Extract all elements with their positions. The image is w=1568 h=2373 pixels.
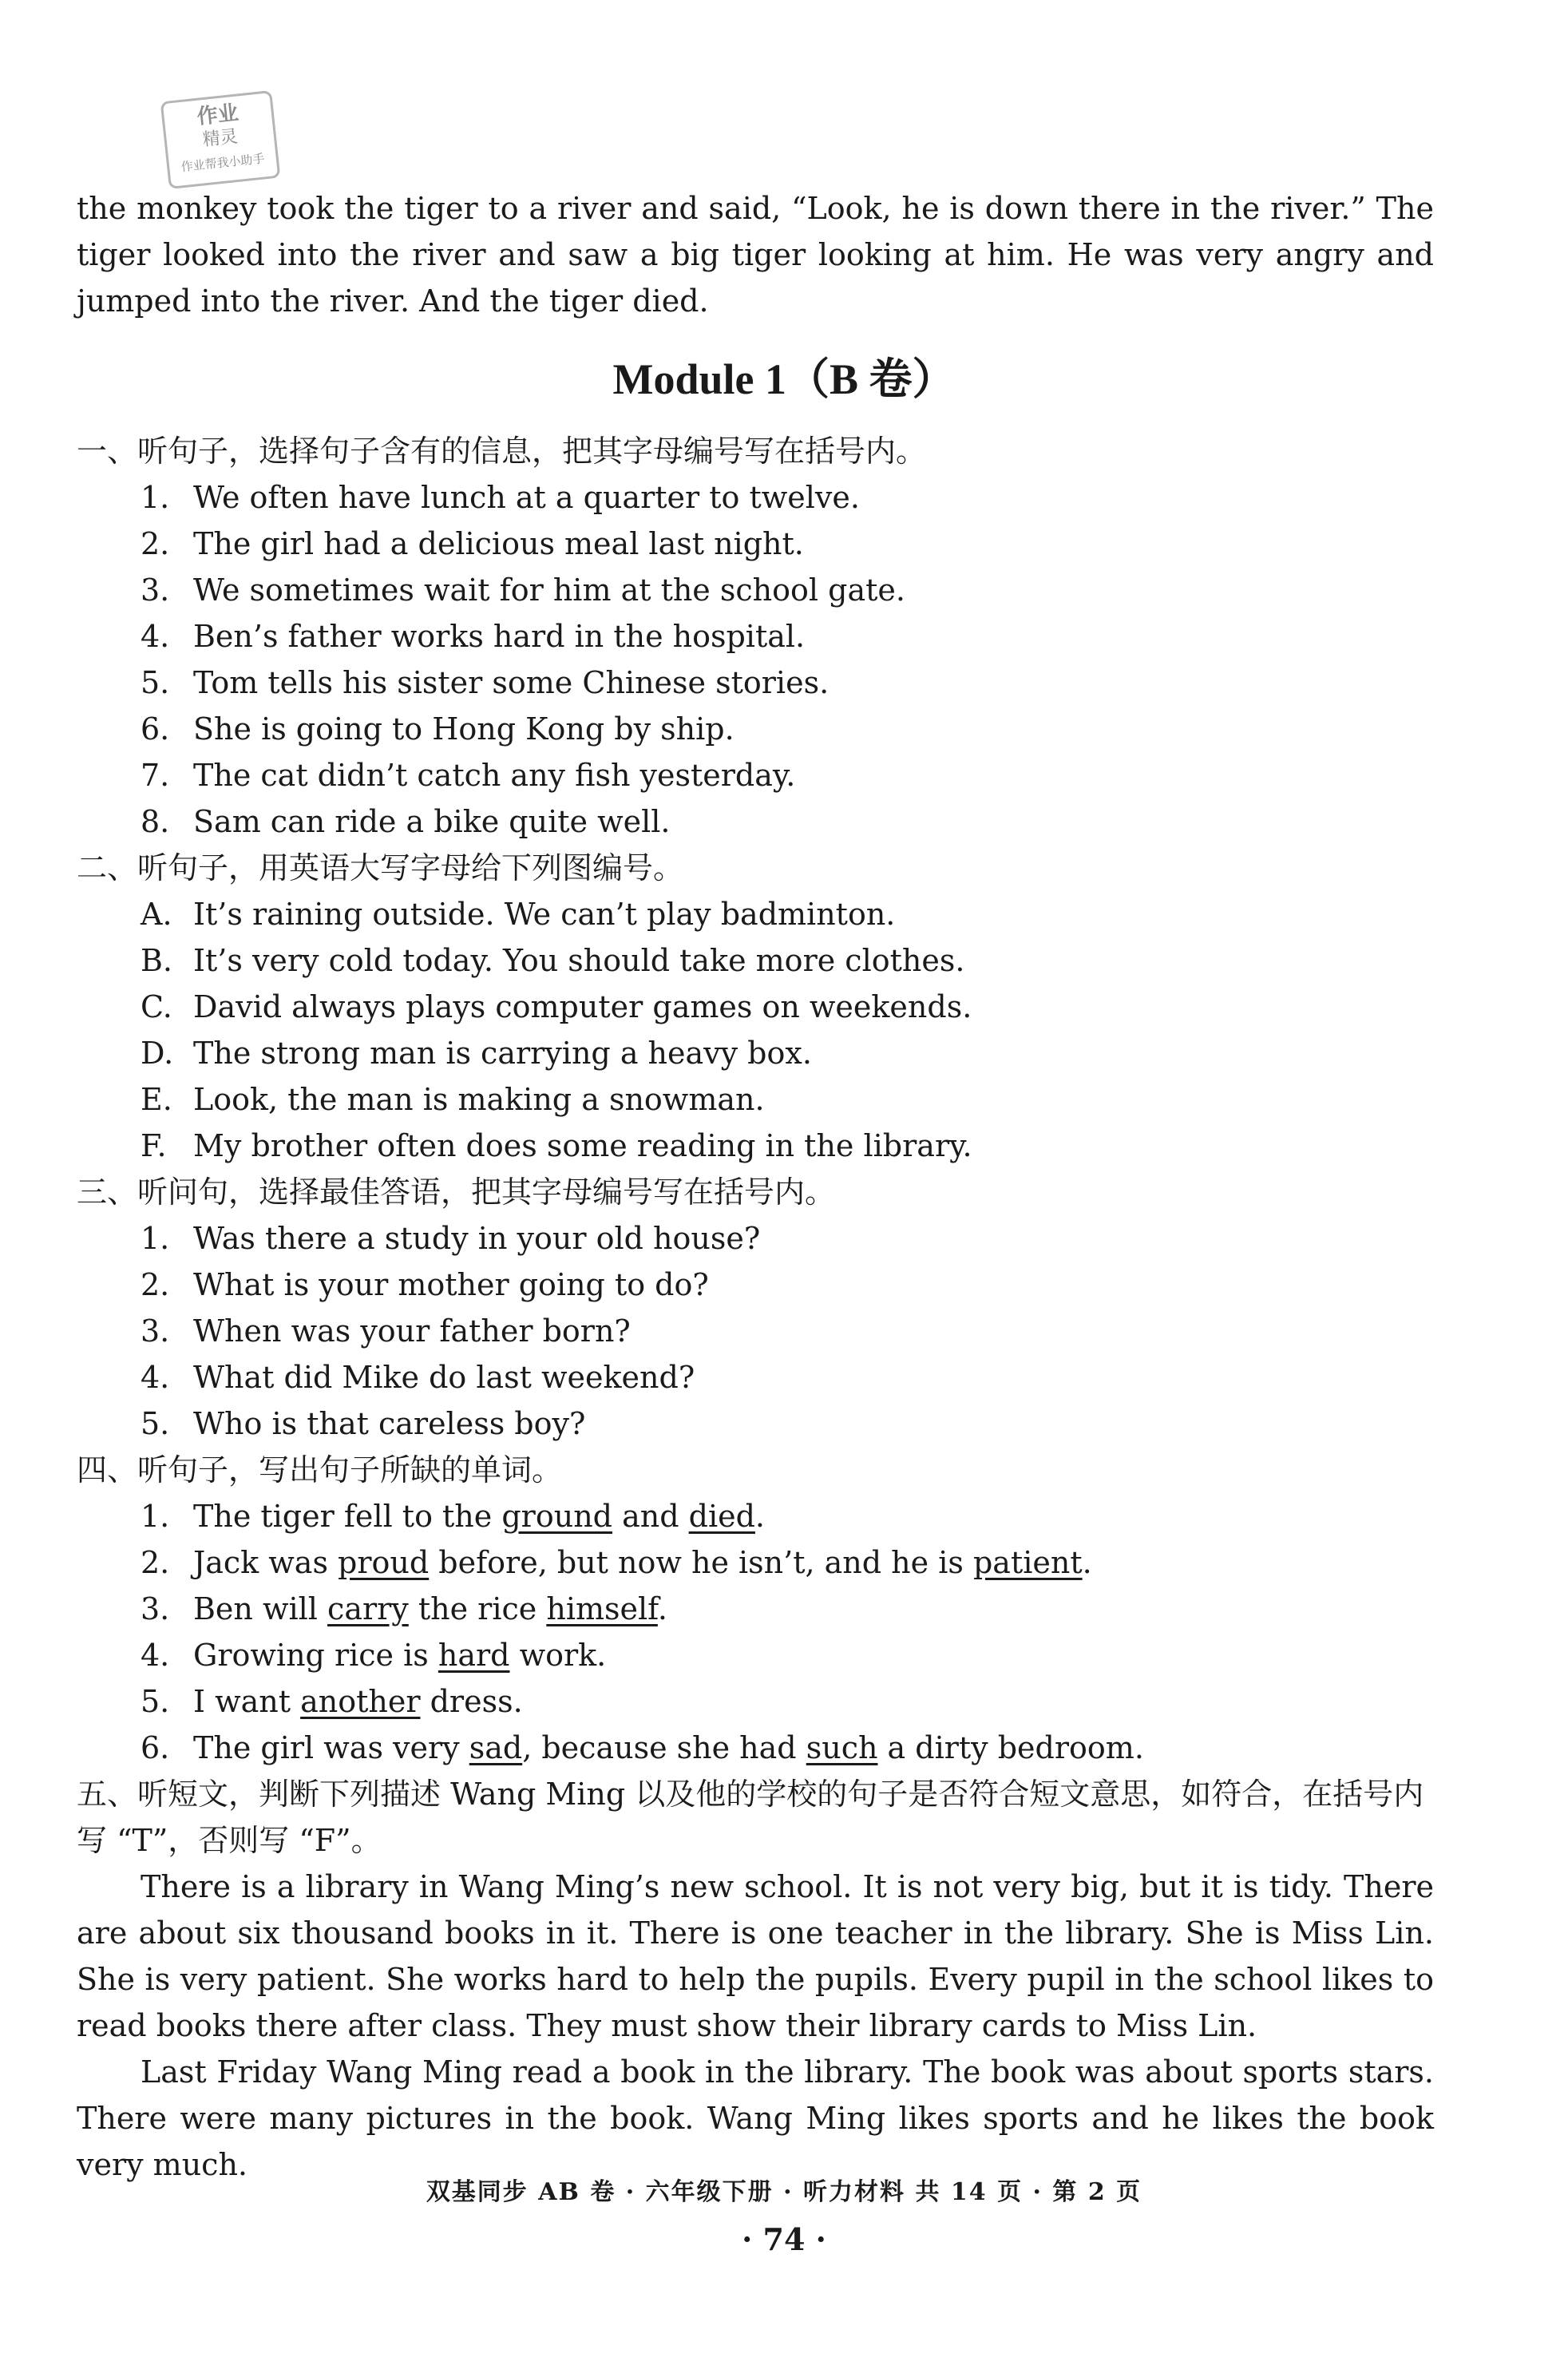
list-item: 1. Was there a study in your old house? <box>141 1221 761 1256</box>
list-item: 6. The girl was very sad, because she had such a dirty bedroom. <box>141 1730 1144 1765</box>
page-number: · 74 · <box>742 2221 826 2257</box>
list-item: 4. Ben’s father works hard in the hospital. <box>141 619 806 654</box>
intro-paragraph: the monkey took the tiger to a river and said, “Look, he is down there in the river.” The tiger looked into the river and saw a big tiger looking at him. He was very angry and jumped into the river. And the tiger died. <box>77 191 1434 319</box>
answer-word: ground <box>501 1499 612 1534</box>
watermark-line-3: 作业帮我小助手 <box>180 151 266 175</box>
list-item: 7. The cat didn’t catch any fish yesterday. <box>141 758 796 793</box>
answer-word: carry <box>327 1591 409 1626</box>
section-3-heading: 三、听问句，选择最佳答语，把其字母编号写在括号内。 <box>77 1175 836 1210</box>
list-item: 8. Sam can ride a bike quite well. <box>141 804 671 839</box>
watermark-line-2: 精灵 <box>201 126 240 151</box>
list-item: 1. We often have lunch at a quarter to twelve. <box>141 480 860 515</box>
list-item: 3. When was your father born? <box>141 1313 631 1349</box>
module-title: Module 1（B 卷） <box>612 355 956 403</box>
list-item: B. It’s very cold today. You should take more clothes. <box>141 943 965 978</box>
section-5-paragraph-1: There is a library in Wang Ming’s new school. It is not very big, but it is tidy. There are about six thousand books in it. There is one teacher in the library. She is Miss Lin. She is very patient. She works hard to help the pupils. Every pupil in the school likes to read books there after class. They must show their library cards to Miss Lin. <box>77 1869 1434 2043</box>
list-item: 5. Tom tells his sister some Chinese stories. <box>141 665 830 700</box>
list-item: C. David always plays computer games on weekends. <box>141 989 972 1024</box>
section-5-heading: 五、听短文，判断下列描述 Wang Ming 以及他的学校的句子是否符合短文意思，如符合，在括号内写 “T”，否则写 “F”。 <box>77 1777 1424 1858</box>
list-item: E. Look, the man is making a snowman. <box>141 1082 765 1117</box>
answer-word: proud <box>338 1545 430 1580</box>
list-item: D. The strong man is carrying a heavy box. <box>141 1036 812 1071</box>
list-item: A. It’s raining outside. We can’t play badminton. <box>141 897 896 932</box>
list-item: 5. I want another dress. <box>141 1684 523 1719</box>
list-item: 4. Growing rice is hard work. <box>141 1638 607 1673</box>
section-2-heading: 二、听句子，用英语大写字母给下列图编号。 <box>77 850 684 885</box>
list-item: 2. Jack was proud before, but now he isn’t, and he is patient. <box>141 1545 1092 1580</box>
answer-word: himself <box>546 1591 658 1626</box>
watermark-stamp <box>160 90 281 189</box>
list-item: 3. Ben will carry the rice himself. <box>141 1591 667 1626</box>
section-5-paragraph-2: Last Friday Wang Ming read a book in the library. The book was about sports stars. There were many pictures in the book. Wang Ming likes sports and he likes the book very much. <box>77 2054 1434 2182</box>
section-4-heading: 四、听句子，写出句子所缺的单词。 <box>77 1452 563 1488</box>
answer-word: died <box>688 1499 755 1534</box>
list-item: 2. The girl had a delicious meal last night. <box>141 526 804 561</box>
list-item: 2. What is your mother going to do? <box>141 1267 709 1302</box>
list-item: 5. Who is that careless boy? <box>141 1406 586 1441</box>
page-footer: 双基同步 AB 卷 · 六年级下册 · 听力材料 共 14 页 · 第 2 页 <box>426 2178 1142 2206</box>
section-1-heading: 一、听句子，选择句子含有的信息，把其字母编号写在括号内。 <box>77 434 927 469</box>
answer-word: hard <box>438 1638 510 1673</box>
list-item: F. My brother often does some reading in the library. <box>141 1128 972 1163</box>
list-item: 3. We sometimes wait for him at the school gate. <box>141 572 905 608</box>
answer-word: another <box>300 1684 421 1719</box>
watermark-line-1: 作业 <box>196 101 240 129</box>
answer-word: sad <box>469 1730 523 1765</box>
list-item: 4. What did Mike do last weekend? <box>141 1360 695 1395</box>
answer-word: such <box>806 1730 878 1765</box>
list-item: 6. She is going to Hong Kong by ship. <box>141 711 735 747</box>
answer-word: patient <box>972 1545 1083 1580</box>
list-item: 1. The tiger fell to the ground and died. <box>141 1499 766 1534</box>
